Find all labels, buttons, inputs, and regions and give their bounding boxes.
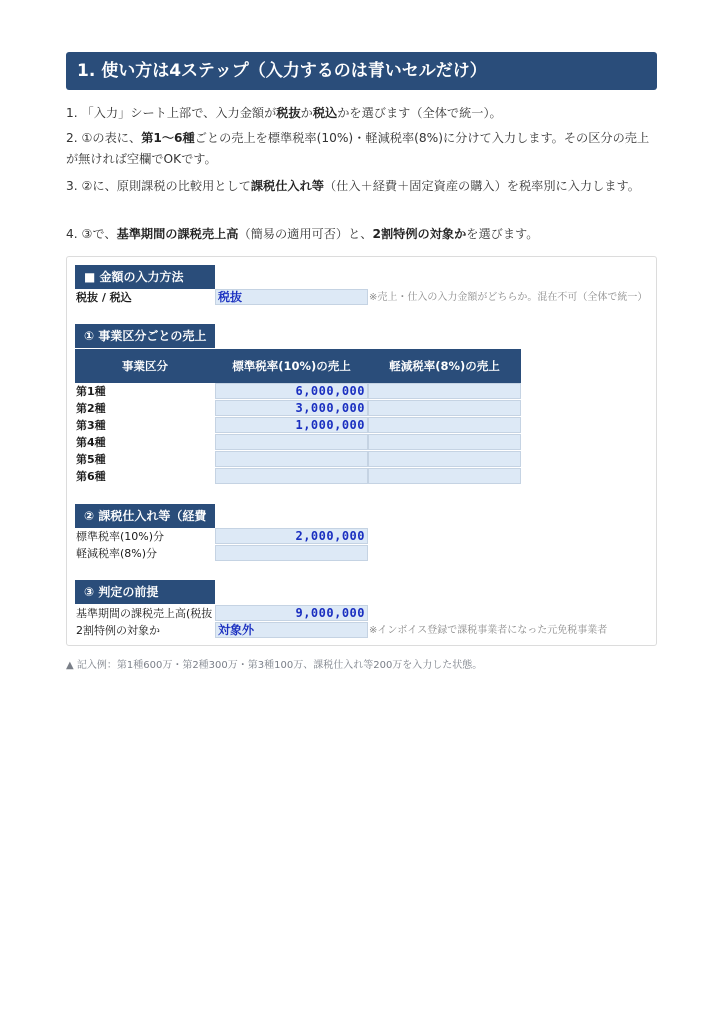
sales-input-standard[interactable]	[215, 451, 368, 467]
sales-input-reduced[interactable]	[368, 383, 521, 399]
input-method-title: ■ 金額の入力方法	[75, 265, 215, 289]
step-text: 2. ①の表に、	[66, 131, 142, 145]
step-emphasis: 税抜	[276, 106, 301, 120]
step-text: 4. ③で、	[66, 227, 117, 241]
sales-input-standard[interactable]	[215, 434, 368, 450]
header-category: 事業区分	[75, 349, 215, 383]
step-text: かを選びます（全体で統一）。	[337, 106, 502, 120]
step-text: か	[300, 106, 313, 120]
sales-input-standard[interactable]: 6,000,000	[215, 383, 368, 399]
sales-row-label: 第3種	[76, 419, 106, 432]
header-standard-rate: 標準税率(10%)の売上	[215, 349, 368, 383]
step-emphasis: 2割特例の対象か	[372, 227, 467, 241]
step-text: 3. ②に、原則課税の比較用として	[66, 179, 251, 193]
sales-input-standard[interactable]: 1,000,000	[215, 417, 368, 433]
sales-row-label: 第2種	[76, 402, 106, 415]
step-text: ごとの売上を標準税率(10%)・軽減税率(8%)に分けて入力します。その区分の売上が無ければ空欄でOKです。	[66, 131, 650, 166]
purchase-input-reduced[interactable]	[215, 545, 368, 561]
step-text: （簡易の適用可否）と、	[238, 227, 373, 241]
sales-title: ① 事業区分ごとの売上	[75, 324, 215, 348]
step-emphasis: 税込	[312, 106, 338, 120]
special-rule-note: ※インボイス登録で課税事業者になった元免税事業者	[369, 625, 608, 636]
tax-mode-note: ※売上・仕入の入力金額がどちらか。混在不可（全体で統一）	[369, 292, 648, 303]
step-emphasis: 第1〜6種	[141, 131, 195, 145]
purchases-title: ② 課税仕入れ等（経費	[75, 504, 215, 528]
step-text: 1. 「入力」シート上部で、入力金額が	[66, 106, 277, 120]
step-2	[66, 128, 656, 170]
spreadsheet-sample	[66, 256, 657, 646]
section-header	[66, 52, 657, 90]
sales-input-standard[interactable]	[215, 468, 368, 484]
step-1	[66, 103, 656, 124]
sales-input-reduced[interactable]	[368, 468, 521, 484]
premise-title: ③ 判定の前提	[75, 580, 215, 604]
sales-input-reduced[interactable]	[368, 417, 521, 433]
base-sales-label: 基準期間の課税売上高(税抜	[76, 607, 213, 620]
sales-row-label: 第1種	[76, 385, 106, 398]
purchase-label-standard: 標準税率(10%)分	[76, 530, 165, 543]
sales-input-standard[interactable]: 3,000,000	[215, 400, 368, 416]
purchase-input-standard[interactable]: 2,000,000	[215, 528, 368, 544]
sales-input-reduced[interactable]	[368, 451, 521, 467]
sales-input-reduced[interactable]	[368, 400, 521, 416]
purchase-label-reduced: 軽減税率(8%)分	[76, 547, 158, 560]
step-emphasis: 基準期間の課税売上高	[116, 227, 239, 241]
step-text: を選びます。	[466, 227, 539, 241]
step-3	[66, 176, 656, 197]
sales-row-label: 第4種	[76, 436, 106, 449]
header-reduced-rate: 軽減税率(8%)の売上	[368, 349, 521, 383]
figure-caption: ▲ 記入例：第1種600万・第2種300万・第3種100万、課税仕入れ等200万を入力した状態。	[66, 660, 483, 671]
base-sales-input[interactable]: 9,000,000	[215, 605, 368, 621]
sales-row-label: 第5種	[76, 453, 106, 466]
tax-mode-label: 税抜 / 税込	[76, 291, 132, 304]
sales-row-label: 第6種	[76, 470, 106, 483]
step-text: （仕入＋経費＋固定資産の購入）を税率別に入力します。	[324, 179, 640, 193]
section-title: 1. 使い方は4ステップ（入力するのは青いセルだけ）	[77, 61, 487, 81]
step-emphasis: 課税仕入れ等	[250, 179, 324, 193]
step-4	[66, 224, 656, 245]
special-rule-label: 2割特例の対象か	[76, 624, 160, 637]
sales-input-reduced[interactable]	[368, 434, 521, 450]
tax-mode-select[interactable]: 税抜	[215, 289, 368, 305]
special-rule-select[interactable]: 対象外	[215, 622, 368, 638]
